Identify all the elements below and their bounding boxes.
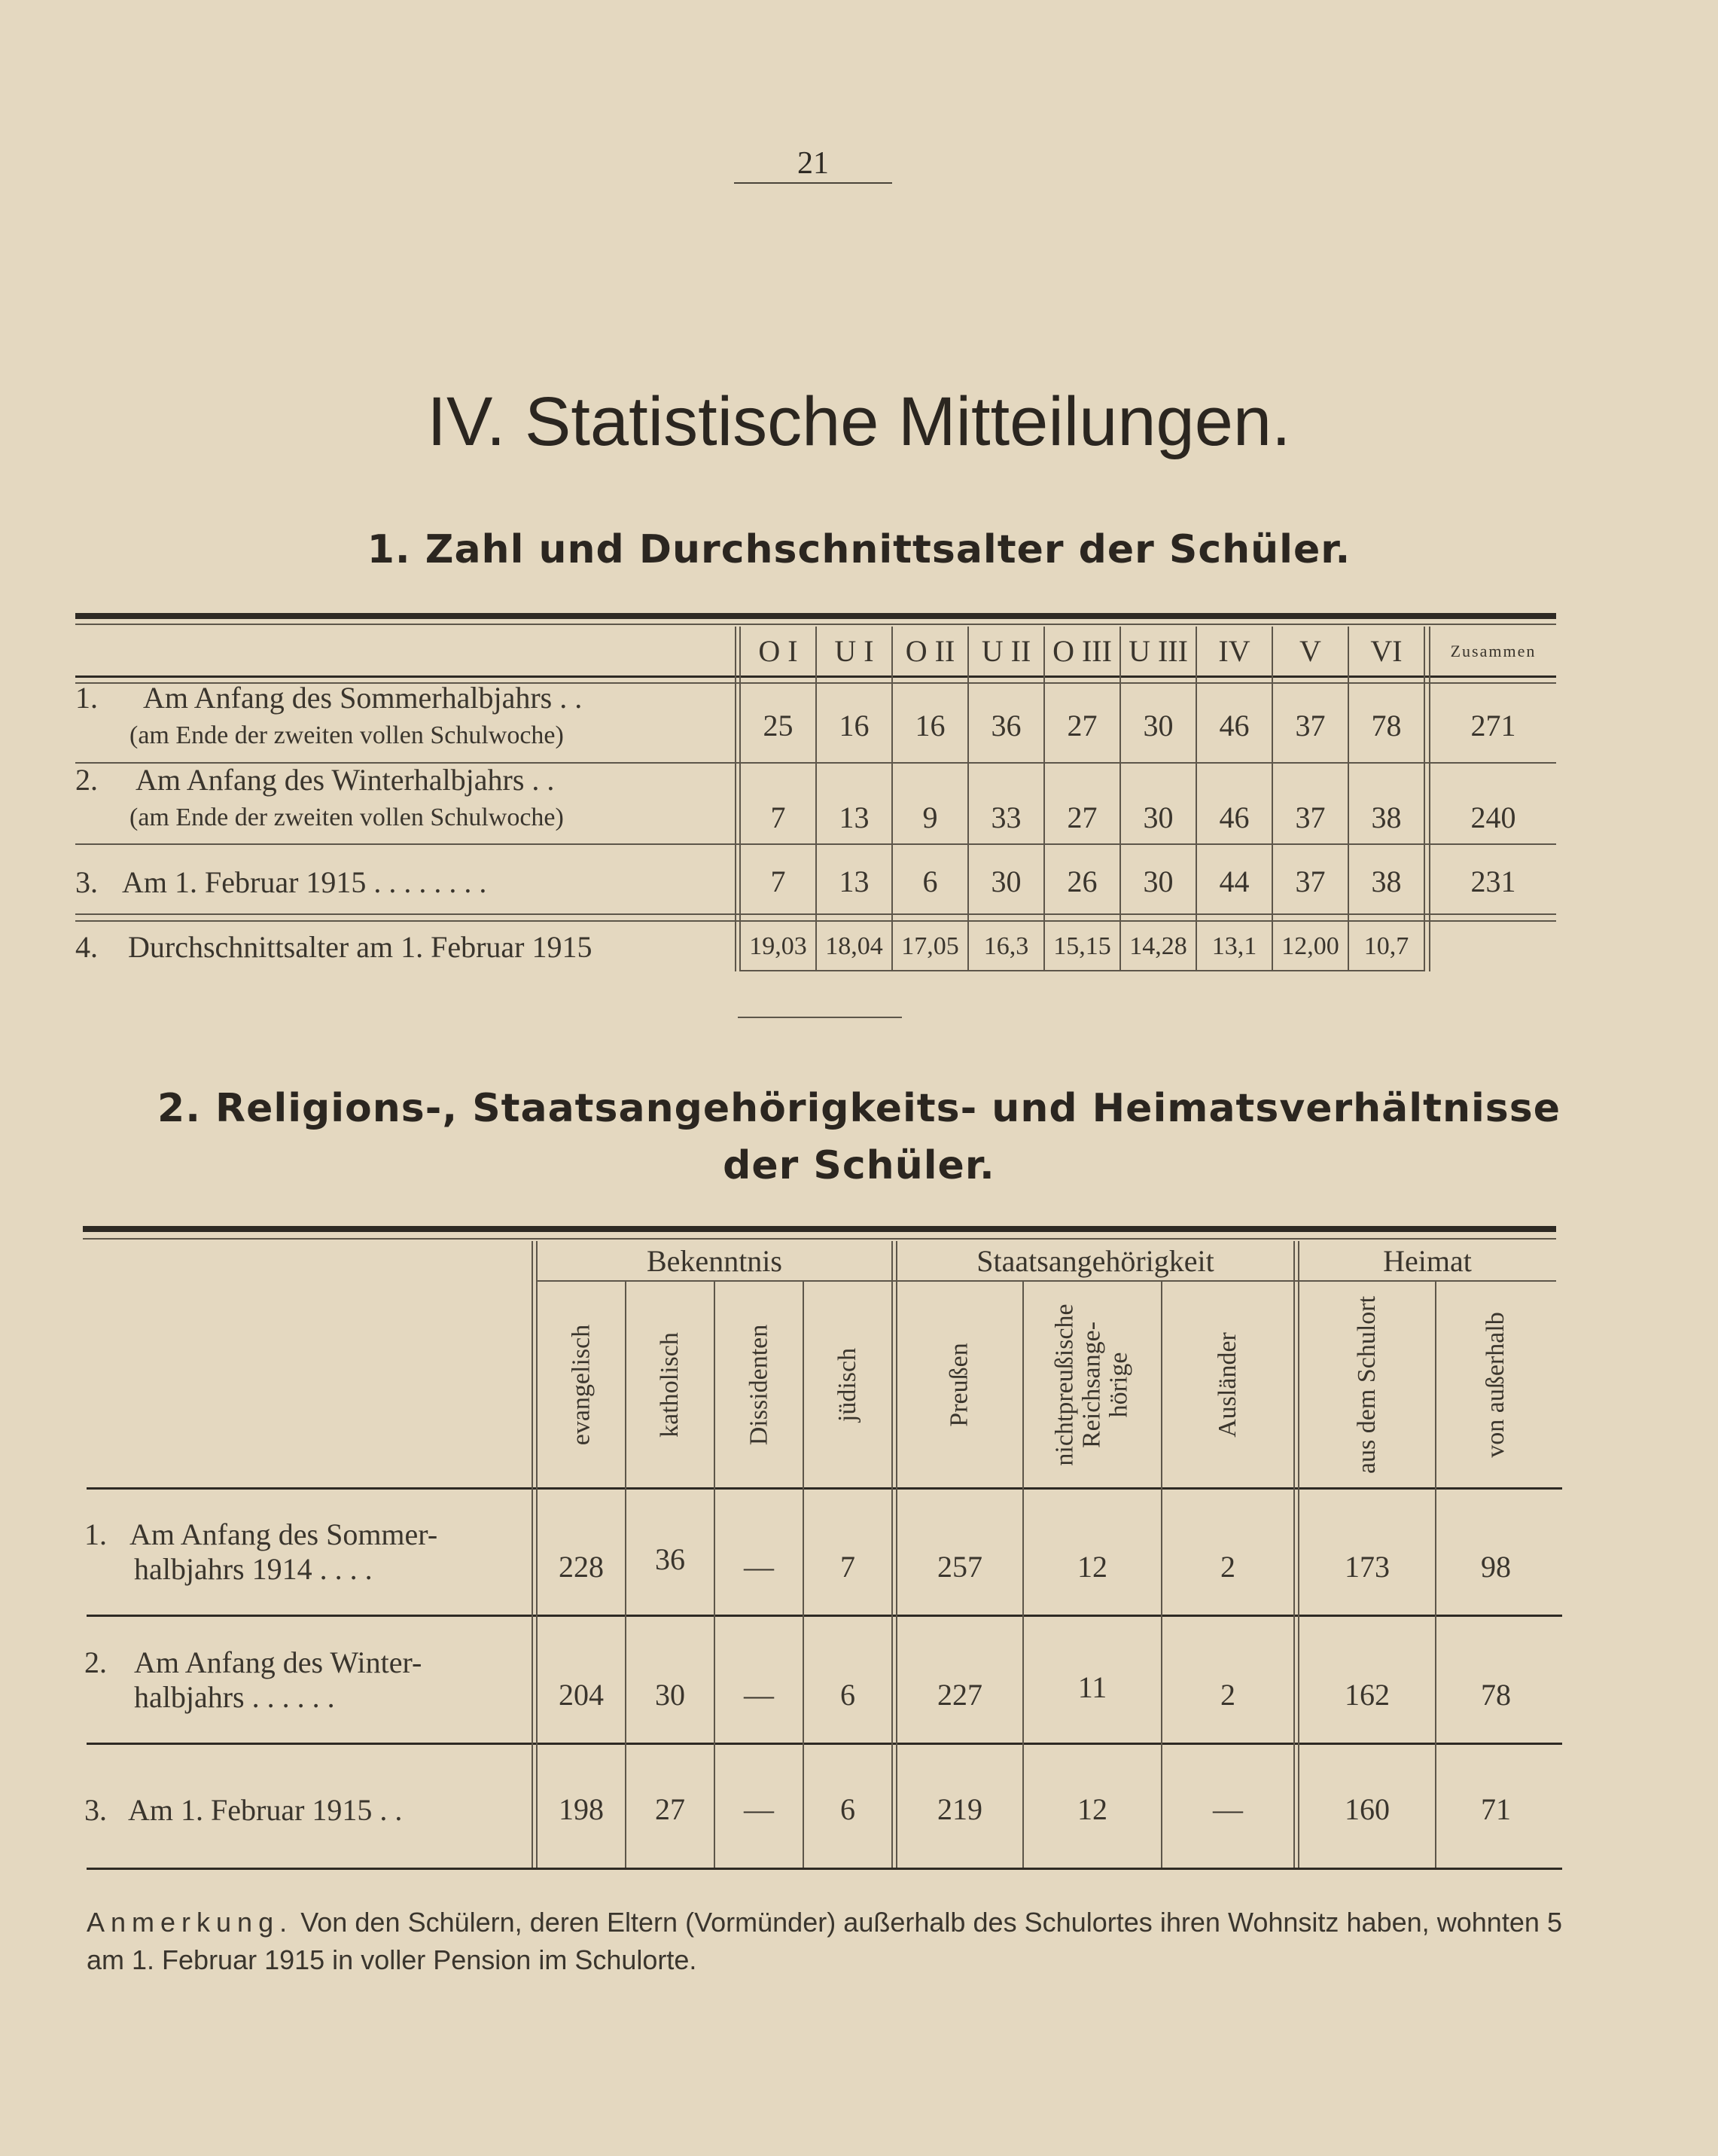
t2-row3-num: 3. xyxy=(84,1793,107,1827)
t2-row3-value: — xyxy=(744,1792,774,1826)
col-header-v: V xyxy=(1299,634,1321,668)
t2-row1-line2: halbjahrs 1914 . . . . xyxy=(134,1552,373,1586)
t1-row4-value: 12,00 xyxy=(1281,932,1339,960)
t2-row2-value: 78 xyxy=(1481,1677,1511,1712)
t2-row1-value: 257 xyxy=(937,1549,982,1584)
col-header-juedisch: jüdisch xyxy=(833,1347,861,1423)
col-header-ui: U I xyxy=(834,634,874,668)
t2-row2-value: — xyxy=(744,1677,774,1712)
t2-row3-value: 12 xyxy=(1077,1792,1107,1826)
t1-row4-value: 18,04 xyxy=(825,932,883,960)
t1-row1-line2: (am Ende der zweiten vollen Schulwoche) xyxy=(129,721,564,749)
t2-row3-value: — xyxy=(1213,1792,1243,1826)
col-header-katholisch: katholisch xyxy=(656,1332,684,1438)
t1-row4-value: 17,05 xyxy=(901,932,959,960)
group-header-bekenntnis: Bekenntnis xyxy=(647,1243,782,1278)
col-header-zusammen: Zusammen xyxy=(1450,641,1537,660)
t2-row3-value: 6 xyxy=(840,1792,855,1826)
col-header-iv: IV xyxy=(1218,634,1250,668)
t1-row3-line1: Am 1. Februar 1915 . . . . . . . . xyxy=(122,865,487,899)
t2-row3-line1: Am 1. Februar 1915 . . xyxy=(128,1793,403,1827)
section-divider xyxy=(738,1017,902,1018)
t1-row3-value: 26 xyxy=(1067,864,1098,898)
col-header-oii: O II xyxy=(905,634,955,668)
col-header-reichsangehoerige: nichtpreußische Reichsange- hörige xyxy=(1051,1304,1134,1466)
t2-row1-value: 173 xyxy=(1345,1549,1390,1584)
col-header-evangelisch: evangelisch xyxy=(567,1324,595,1446)
col-header-oi: O I xyxy=(758,634,798,668)
t2-row2-value: 6 xyxy=(840,1677,855,1712)
t1-row4-line1: Durchschnittsalter am 1. Februar 1915 xyxy=(128,930,592,964)
footnote xyxy=(87,1904,1562,1979)
t1-row1-value: 78 xyxy=(1371,708,1402,743)
page-title: IV. Statistische Mitteilungen. xyxy=(427,383,1291,460)
t1-row1-value: 27 xyxy=(1067,708,1098,743)
t1-row1-total: 271 xyxy=(1470,708,1516,743)
t2-row1-line1: Am Anfang des Sommer- xyxy=(129,1517,438,1551)
t2-row3-value: 219 xyxy=(937,1792,982,1826)
t1-row3-value: 37 xyxy=(1295,864,1326,898)
t2-row1-value: 7 xyxy=(840,1549,855,1584)
t1-row1-num: 1. xyxy=(75,681,98,715)
t1-row3-num: 3. xyxy=(75,865,98,899)
t1-row1-value: 16 xyxy=(839,708,870,743)
t2-row1-value: 12 xyxy=(1077,1549,1107,1584)
t1-row4-value: 15,15 xyxy=(1053,932,1111,960)
t2-row2-value: 2 xyxy=(1220,1677,1235,1712)
col-header-oiii: O III xyxy=(1052,634,1112,668)
t1-row3-value: 30 xyxy=(991,864,1022,898)
t2-row2-line2: halbjahrs . . . . . . xyxy=(134,1680,335,1714)
t1-row2-line1: Am Anfang des Winterhalbjahrs . . xyxy=(136,763,555,797)
t1-row4-value: 14,28 xyxy=(1129,932,1187,960)
t1-row2-value: 33 xyxy=(991,800,1022,834)
t1-row2-value: 38 xyxy=(1371,800,1402,834)
t2-row2-value: 162 xyxy=(1345,1677,1390,1712)
t2-row2-value: 30 xyxy=(655,1677,685,1712)
t1-row3-value: 30 xyxy=(1143,864,1174,898)
col-header-uiii: U III xyxy=(1129,634,1188,668)
t1-row1-value: 37 xyxy=(1295,708,1326,743)
section2-title-line1: 2. Religions-, Staatsangehörigkeits- und Heimatsverhältnisse xyxy=(157,1086,1561,1131)
t1-row1-value: 25 xyxy=(763,708,794,743)
t2-row3-value: 160 xyxy=(1345,1792,1390,1826)
col-header-vi: VI xyxy=(1370,634,1403,668)
t2-row2-value: 204 xyxy=(559,1677,604,1712)
t2-row2-num: 2. xyxy=(84,1645,107,1679)
col-header-dissidenten: Dissidenten xyxy=(745,1324,773,1446)
t1-row2-num: 2. xyxy=(75,763,98,797)
t2-row3-value: 27 xyxy=(655,1792,685,1826)
t1-row4-num: 4. xyxy=(75,930,98,964)
t2-row3-value: 71 xyxy=(1481,1792,1511,1826)
t1-row3-value: 38 xyxy=(1371,864,1402,898)
t2-row1-value: 98 xyxy=(1481,1549,1511,1584)
t1-row3-value: 7 xyxy=(770,864,786,898)
t1-row2-value: 30 xyxy=(1143,800,1174,834)
t1-row2-value: 27 xyxy=(1067,800,1098,834)
page-number: 21 xyxy=(734,145,892,184)
t2-row1-value: — xyxy=(744,1549,774,1584)
t1-row2-value: 7 xyxy=(770,800,786,834)
t1-row3-value: 13 xyxy=(839,864,870,898)
t1-row3-total: 231 xyxy=(1470,864,1516,898)
t1-row3-value: 6 xyxy=(922,864,938,898)
t1-row1-value: 16 xyxy=(915,708,946,743)
t1-row4-value: 19,03 xyxy=(749,932,807,960)
t1-row4-value: 13,1 xyxy=(1211,932,1257,960)
footnote-text: Von den Schülern, deren Eltern (Vormünder) außerhalb des Schulortes ihren Wohnsitz haben, wohnten 5 am 1. Februar 1915 in voller Pension im Schulorte. xyxy=(87,1907,1562,1975)
t1-row1-line1: Am Anfang des Sommerhalbjahrs . . xyxy=(143,681,583,715)
footnote-label: Anmerkung. xyxy=(87,1907,294,1938)
t1-row2-value: 46 xyxy=(1219,800,1250,834)
col-header-aus-dem-schulort: aus dem Schulort xyxy=(1353,1295,1381,1474)
t2-row2-line1: Am Anfang des Winter- xyxy=(134,1645,422,1679)
t1-row2-value: 37 xyxy=(1295,800,1326,834)
col-header-uii: U II xyxy=(981,634,1031,668)
col-header-auslaender: Ausländer xyxy=(1214,1332,1241,1438)
t1-row4-value: 10,7 xyxy=(1363,932,1409,960)
t2-row1-value: 36 xyxy=(655,1542,685,1576)
t1-row3-value: 44 xyxy=(1219,864,1250,898)
t1-row2-value: 13 xyxy=(839,800,870,834)
t1-row2-line2: (am Ende der zweiten vollen Schulwoche) xyxy=(129,804,564,831)
group-header-heimat: Heimat xyxy=(1383,1243,1472,1278)
t2-row1-num: 1. xyxy=(84,1517,107,1551)
t1-row1-value: 46 xyxy=(1219,708,1250,743)
t1-row1-value: 30 xyxy=(1143,708,1174,743)
group-header-staatsangehoerigkeit: Staatsangehörigkeit xyxy=(976,1243,1214,1278)
t1-row2-total: 240 xyxy=(1470,800,1516,834)
t2-row1-value: 2 xyxy=(1220,1549,1235,1584)
t1-row1-value: 36 xyxy=(991,708,1022,743)
t2-row2-value: 227 xyxy=(937,1677,982,1712)
col-header-von-ausserhalb: von außerhalb xyxy=(1482,1312,1510,1458)
t1-row2-value: 9 xyxy=(922,800,938,834)
t1-row4-value: 16,3 xyxy=(983,932,1029,960)
section1-title: 1. Zahl und Durchschnittsalter der Schüler. xyxy=(367,527,1351,572)
section2-title-line2: der Schüler. xyxy=(723,1143,995,1188)
col-header-preussen: Preußen xyxy=(945,1343,973,1427)
t2-row3-value: 198 xyxy=(559,1792,604,1826)
t2-row2-value: 11 xyxy=(1077,1670,1107,1704)
t2-row1-value: 228 xyxy=(559,1549,604,1584)
